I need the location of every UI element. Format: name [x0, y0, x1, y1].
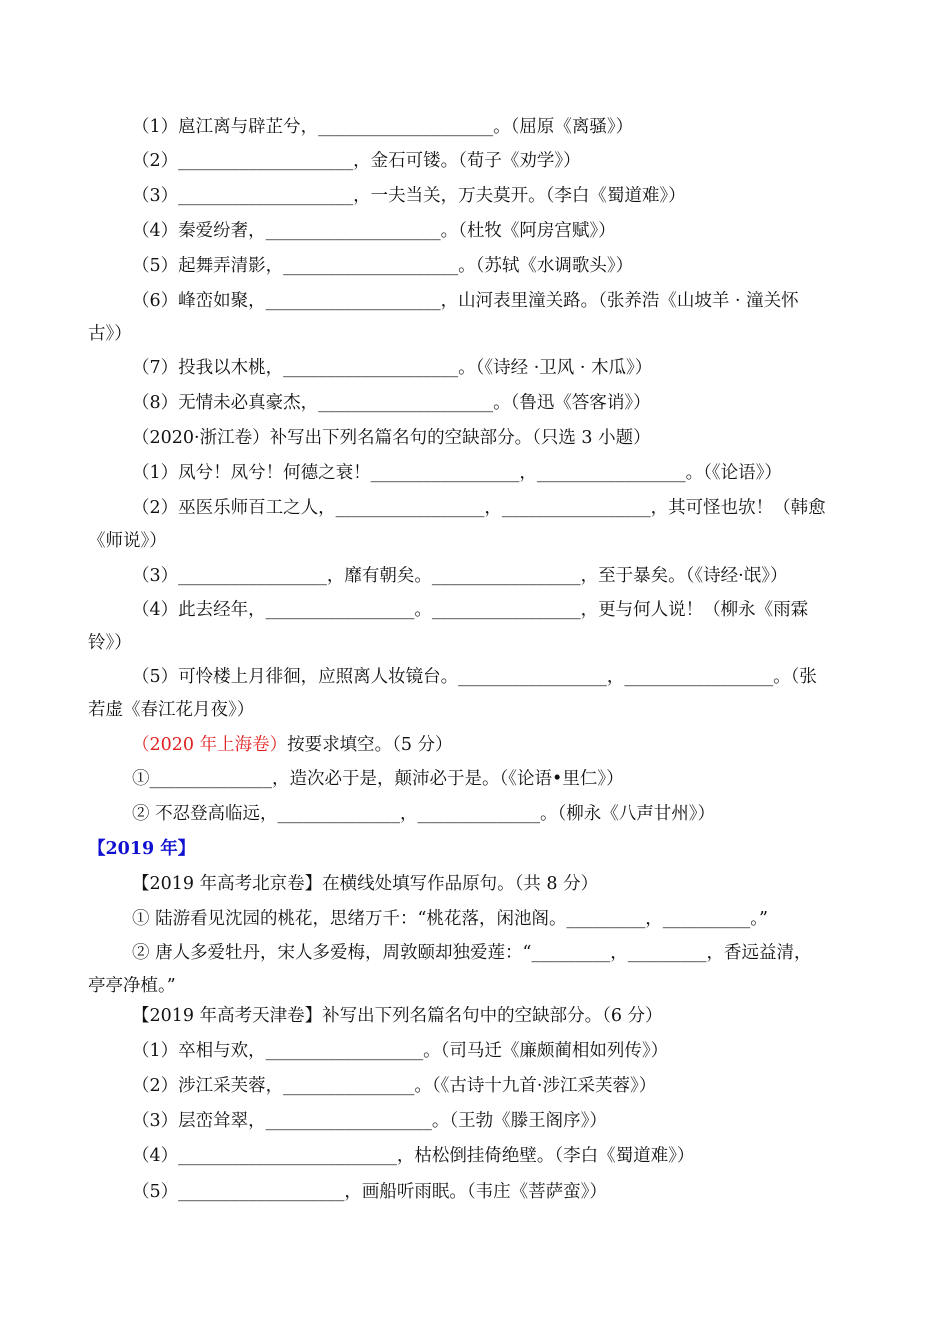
question-line: （1）扈江离与辟芷兮，____________________。（屈原《离骚》） — [132, 117, 634, 137]
question-line: （4）_________________________，枯松倒挂倚绝壁。（李白《蜀道难》） — [132, 1146, 695, 1166]
question-line-continued: 铃》） — [88, 633, 132, 653]
question-line: ① 陆游看见沈园的桃花，思绪万千：“桃花落，闲池阁。_________，__________。” — [132, 909, 768, 929]
question-line: ② 唐人多爱牡丹，宋人多爱梅，周敦颐却独爱莲：“_________，_________，香远益清， — [132, 943, 812, 963]
section-heading — [88, 733, 912, 757]
question-line: ② 不忍登高临远，______________，______________。（柳永《八声甘州》） — [132, 804, 716, 824]
question-line: （1）卒相与欢，__________________。（司马迁《廉颇蔺相如列传》） — [132, 1041, 669, 1061]
question-line: （8）无情未必真豪杰，____________________。（鲁迅《答客诮》） — [132, 393, 651, 413]
year-heading: 【2019 年】 — [88, 839, 196, 859]
question-line: （3）_________________，靡有朝矣。_________________，至于暴矣。（《诗经·氓》） — [132, 566, 788, 586]
question-line: （6）峰峦如聚，____________________，山河表里潼关路。（张养浩《山坡羊 · 潼关怀 — [132, 291, 799, 311]
question-line: （2）____________________，金石可镂。（荀子《劝学》） — [132, 151, 581, 171]
question-line: （7）投我以木桃，____________________。（《诗经 ·卫风 · 木瓜》） — [132, 358, 653, 378]
question-line: （3）____________________，一夫当关，万夫莫开。（李白《蜀道难》） — [132, 186, 686, 206]
exam-source-label: （2020 年上海卷） — [132, 735, 288, 755]
question-line: （1）凤兮！凤兮！何德之衰！_________________，_________________。（《论语》） — [132, 463, 782, 483]
question-line: （2）巫医乐师百工之人，_________________，_________________，其可怪也欤！（韩愈 — [132, 498, 826, 518]
question-line-continued: 若虚《春江花月夜》） — [88, 700, 255, 720]
question-line: （4）此去经年，_________________。_________________，更与何人说！（柳永《雨霖 — [132, 600, 809, 620]
question-line-continued: 《师说》） — [88, 531, 167, 551]
question-line: （2）涉江采芙蓉，_______________。（《古诗十九首·涉江采芙蓉》） — [132, 1076, 657, 1096]
question-line: （3）层峦耸翠，___________________。（王勃《滕王阁序》） — [132, 1111, 607, 1131]
question-line: （5）起舞弄清影，____________________。（苏轼《水调歌头》） — [132, 256, 634, 276]
section-heading: 【2019 年高考天津卷】补写出下列名篇名句中的空缺部分。（6 分） — [132, 1006, 663, 1026]
section-heading: 【2019 年高考北京卷】在横线处填写作品原句。（共 8 分） — [132, 874, 599, 894]
question-line-continued: 亭亭净植。” — [88, 976, 176, 996]
question-line: （5）可怜楼上月徘徊，应照离人妆镜台。_________________，_________________。（张 — [132, 667, 817, 687]
section-instruction: 按要求填空。（5 分） — [287, 735, 453, 755]
question-line: （5）___________________，画船听雨眠。（韦庄《菩萨蛮》） — [132, 1182, 607, 1202]
question-line: （4）秦爱纷奢，____________________。（杜牧《阿房宫赋》） — [132, 221, 616, 241]
section-heading: （2020·浙江卷）补写出下列名篇名句的空缺部分。（只选 3 小题） — [132, 428, 651, 448]
question-line: ①______________，造次必于是，颠沛必于是。（《论语•里仁》） — [132, 769, 624, 789]
question-line-continued: 古》） — [88, 324, 132, 344]
